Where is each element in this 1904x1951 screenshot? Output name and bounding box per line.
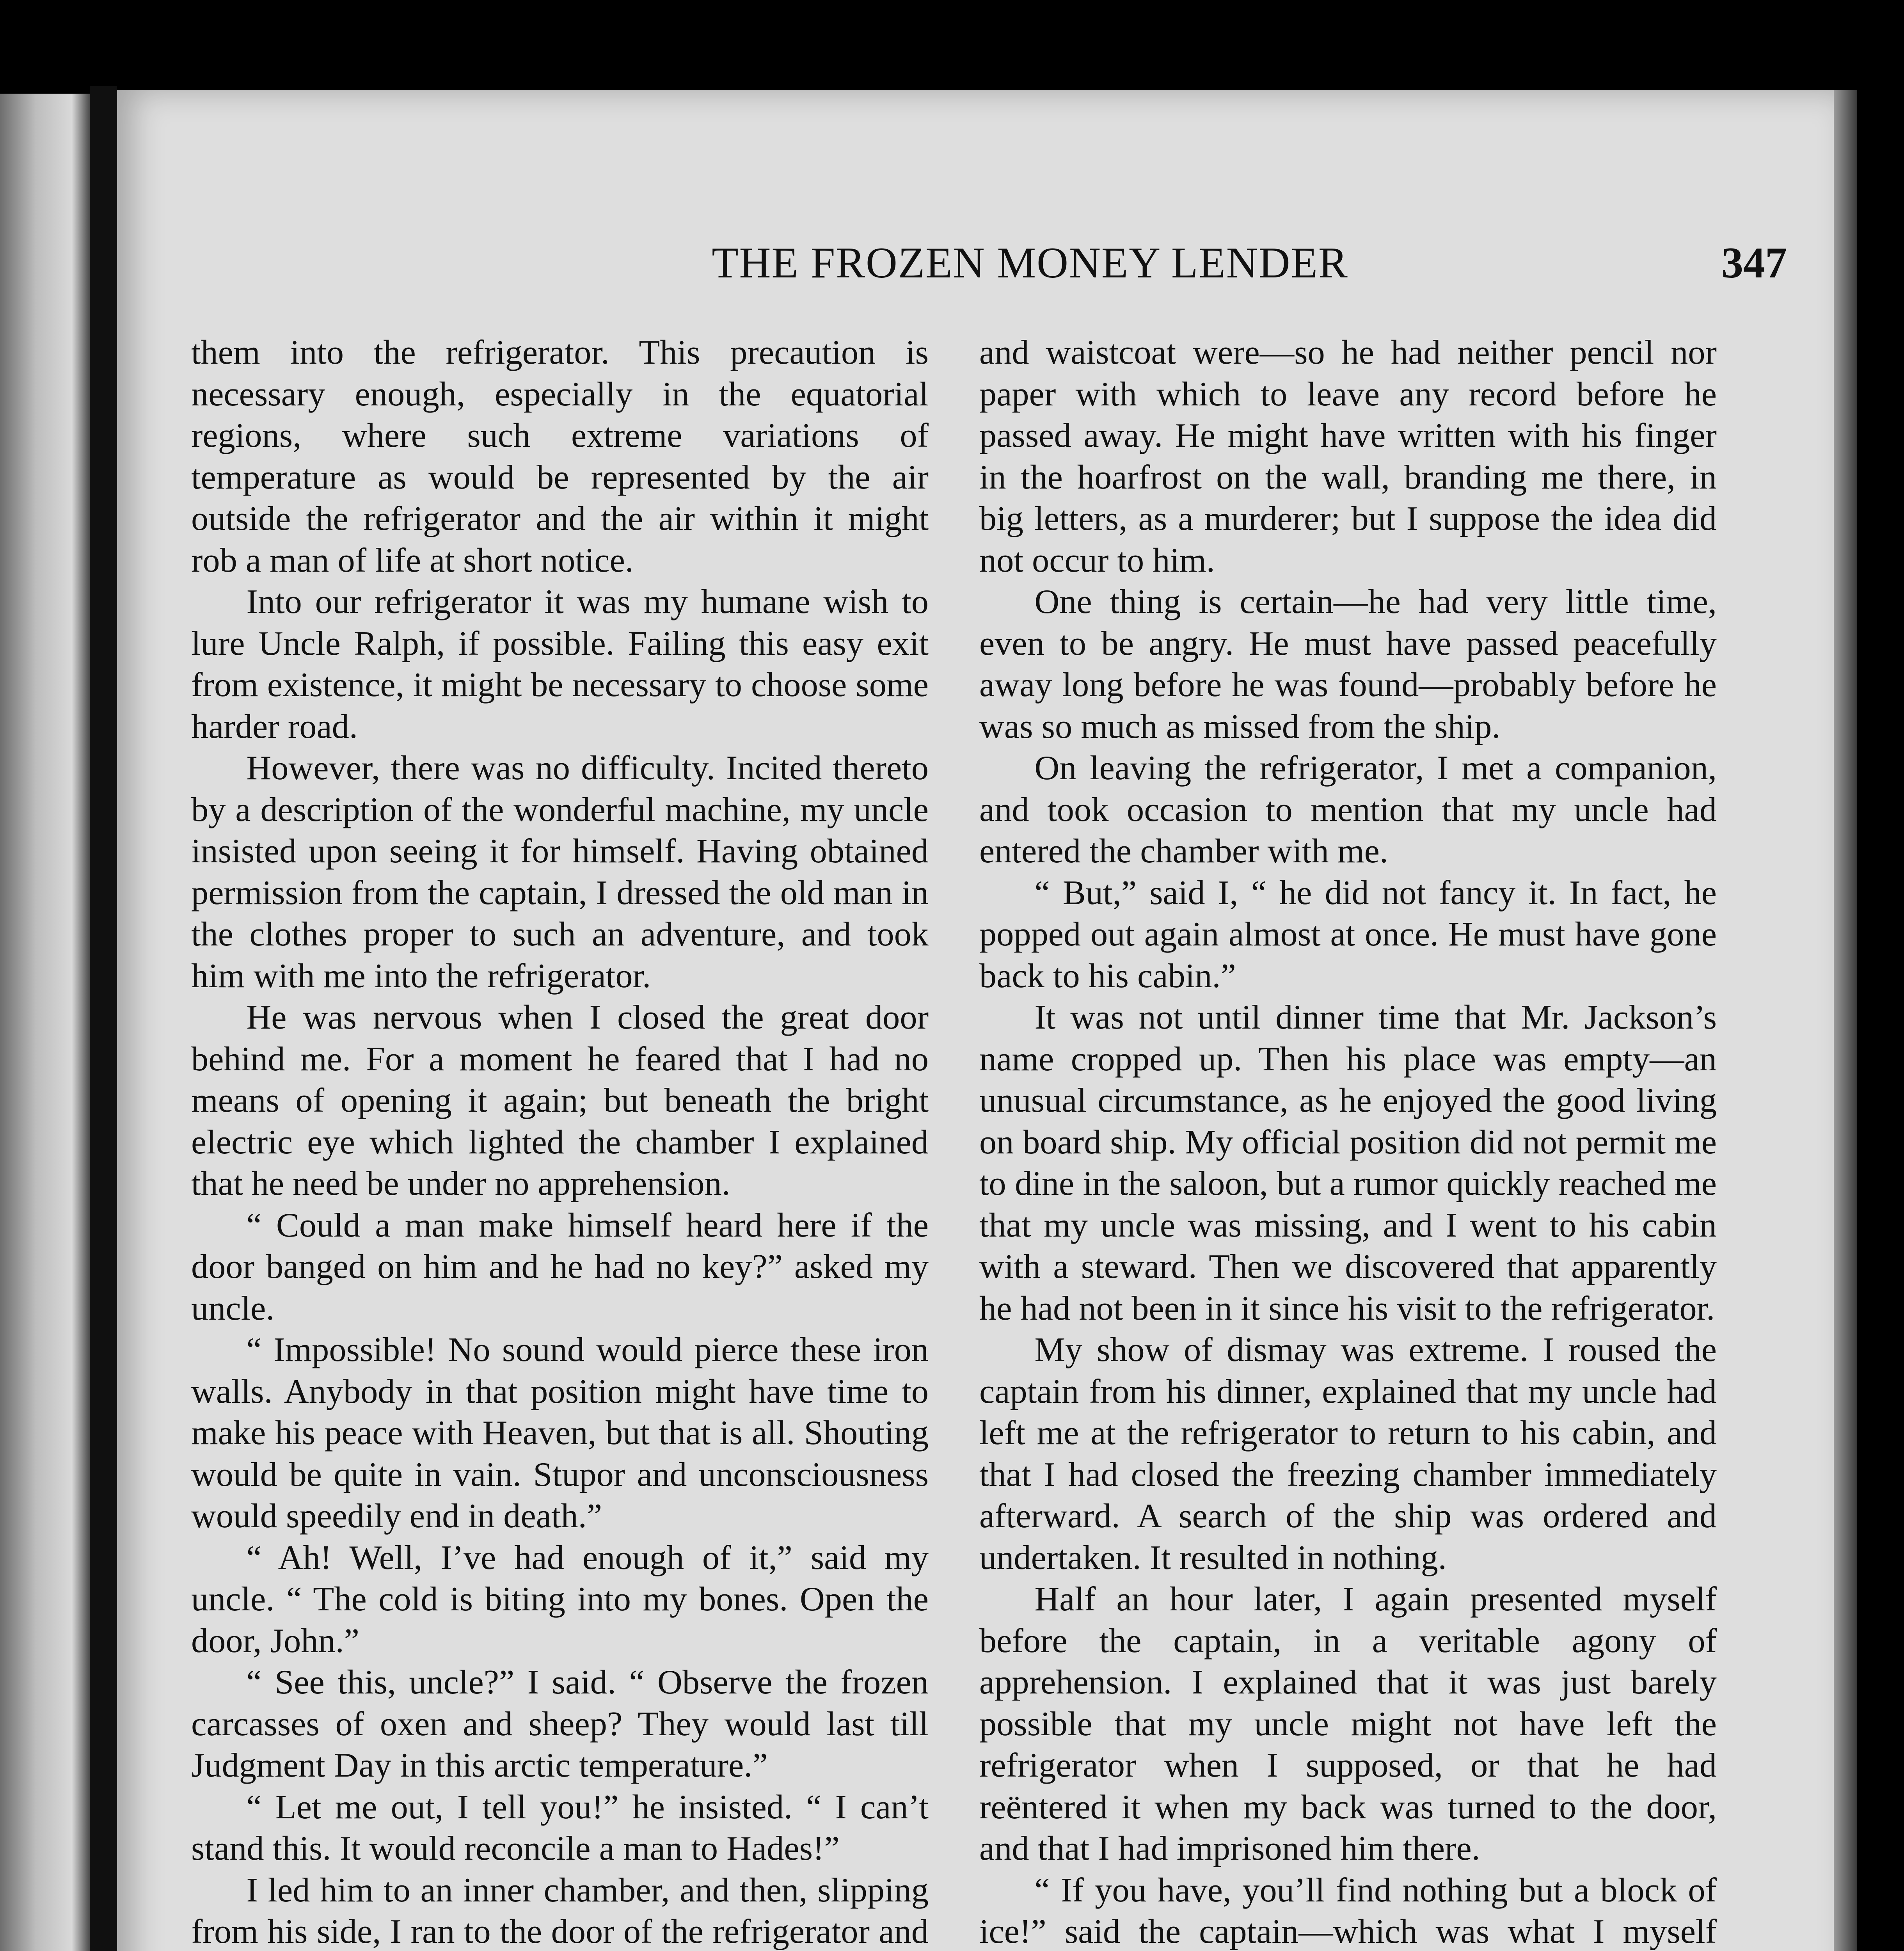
paragraph: However, there was no difficulty. Incited thereto by a description of the wonderful machine, my uncle insisted upon seeing it for himself. Having obtained permission from the captain, I dressed the old man in the clothes proper to such an adventure, and took him with me into the refrigerator. [191, 749, 929, 995]
paragraph: One thing is certain—he had very little time, even to be angry. He must have passed peacefully away long before he was found—probably before he was so much as missed from the ship. [979, 583, 1717, 746]
paragraph: “ See this, uncle?” I said. “ Observe the frozen carcasses of oxen and sheep? They would last till Judgment Day in this arctic temperature.” [191, 1663, 929, 1784]
paragraph: “ If you have, you’ll find nothing but a block of ice!” said the captain—which was what I myself [979, 1871, 1717, 1951]
book-page [117, 90, 1834, 1951]
paragraph: Into our refrigerator it was my humane wish to lure Uncle Ralph, if possible. Failing this easy exit from existence, it might be necessary to choose some harder road. [191, 583, 929, 746]
paragraph: and waistcoat were—so he had neither pencil nor paper with which to leave any record before he passed away. He might have written with his finger in the hoarfrost on the wall, branding me there, in big letters, as a murderer; but I suppose the idea did not occur to him. [979, 333, 1717, 579]
left-column [191, 332, 929, 1951]
paragraph: them into the refrigerator. This precaution is necessary enough, especially in the equatorial regions, where such extreme variations of temperature as would be represented by the air outside the refrigerator and the air within it might rob a man of life at short notice. [191, 333, 929, 579]
paragraph: On leaving the refrigerator, I met a companion, and took occasion to mention that my uncle had entered the chamber with me. [979, 749, 1717, 870]
paragraph: I led him to an inner chamber, and then, slipping from his side, I ran to the door of the refrigerator and [191, 1871, 929, 1951]
paragraph: “ But,” said I, “ he did not fancy it. In fact, he popped out again almost at once. He must have gone back to his cabin.” [979, 873, 1717, 995]
paragraph: “ Could a man make himself heard here if the door banged on him and he had no key?” asked my uncle. [191, 1206, 929, 1327]
paragraph: My show of dismay was extreme. I roused the captain from his dinner, explained that my uncle had left me at the refrigerator to return to his cabin, and that I had closed the freezing chamber immediately afterward. A search of the ship was ordered and undertaken. It resulted in nothing. [979, 1331, 1717, 1577]
page-header [117, 238, 1834, 293]
paragraph: “ Let me out, I tell you!” he insisted. “ I can’t stand this. It would reconcile a man to Hades!” [191, 1788, 929, 1867]
paragraph: It was not until dinner time that Mr. Jackson’s name cropped up. Then his place was empty—an unusual circumstance, as he enjoyed the good living on board ship. My official position did not permit me to dine in the saloon, but a rumor quickly reached me that my uncle was missing, and I went to his cabin with a steward. Then we discovered that apparently he had not been in it since his visit to the refrigerator. [979, 998, 1717, 1327]
book-gutter [90, 86, 117, 1951]
running-title: THE FROZEN MONEY LENDER [712, 239, 1348, 287]
paragraph: Half an hour later, I again presented myself before the captain, in a veritable agony of apprehension. I explained that it was just barely possible that my uncle might not have left the refrigerator when I supposed, or that he had reëntered it when my back was turned to the door, and that I had imprisoned him there. [979, 1580, 1717, 1867]
paragraph: “ Impossible! No sound would pierce these iron walls. Anybody in that position might have time to make his peace with Heaven, but that is all. Shouting would be quite in vain. Stupor and unconsciousness would speedily end in death.” [191, 1331, 929, 1535]
right-column [979, 332, 1717, 1951]
adjacent-page-edge [0, 94, 90, 1951]
paragraph: He was nervous when I closed the great door behind me. For a moment he feared that I had no means of opening it again; but beneath the bright electric eye which lighted the chamber I explained that he need be under no apprehension. [191, 998, 929, 1203]
paragraph: “ Ah! Well, I’ve had enough of it,” said my uncle. “ The cold is biting into my bones. Open the door, John.” [191, 1538, 929, 1660]
page-number: 347 [1721, 239, 1787, 287]
page-edge-shadow [1834, 90, 1857, 1951]
